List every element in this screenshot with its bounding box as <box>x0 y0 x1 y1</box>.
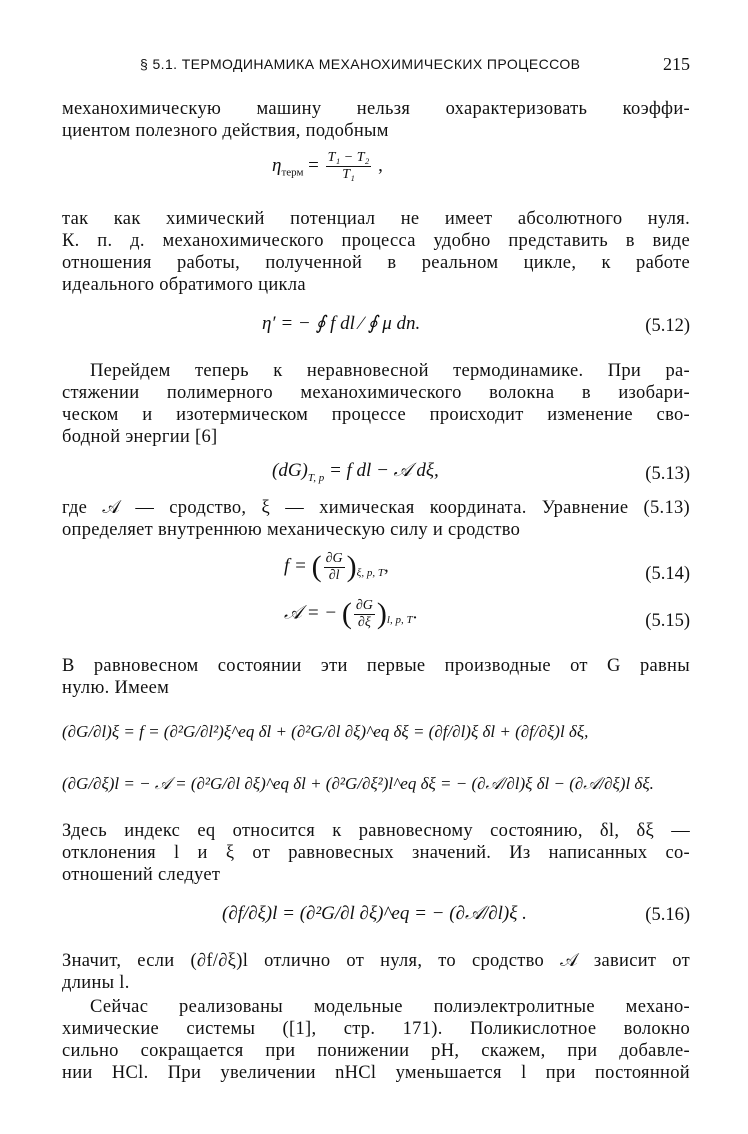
paragraph-5 <box>62 655 690 699</box>
eqB-body: (∂G/∂ξ)l = − 𝒜 = (∂²G/∂l ∂ξ)^eq δl + (∂²G/∂ξ²)l^eq δξ = − (∂𝒜/∂l)ξ δl − (∂𝒜/∂ξ)l δξ. <box>62 774 654 793</box>
text-line: химические системы ([1], стр. 171). Поликислотное волокно <box>62 1019 690 1039</box>
eq515-fraction <box>354 598 375 631</box>
page-header <box>0 56 748 80</box>
text-line: В равновесном состоянии эти первые производные от G равны <box>62 656 690 676</box>
text-line: длины l. <box>62 973 130 993</box>
eq515-numerator: ∂G <box>355 597 373 613</box>
text-line: сильно сокращается при понижении pH, скажем, при добавле- <box>62 1041 690 1061</box>
eta-denominator: T₁ <box>342 167 355 182</box>
eta-tail: , <box>378 154 383 176</box>
eq516-body: (∂f/∂ξ)l = (∂²G/∂l ∂ξ)^eq = − (∂𝒜/∂l)ξ . <box>222 903 527 924</box>
eq514-denominator: ∂l <box>328 567 340 583</box>
running-title: § 5.1. ТЕРМОДИНАМИКА МЕХАНОХИМИЧЕСКИХ ПРОЦЕССОВ <box>140 56 581 72</box>
paragraph-8 <box>62 996 690 1084</box>
paragraph-7 <box>62 950 690 994</box>
text-line: нии HCl. При увеличении nHCl уменьшается l при постоянной <box>62 1063 690 1083</box>
equation-number: (5.13) <box>645 464 690 484</box>
text-line: К. п. д. механохимического процесса удобно представить в виде <box>62 231 690 251</box>
text-line: стяжении полимерного механохимического волокна в изобари- <box>62 383 690 403</box>
text-line: отношения работы, полученной в реальном цикле, к работе <box>62 253 690 273</box>
equation-derivatives-1 <box>62 712 690 762</box>
text-line: нулю. Имеем <box>62 678 170 698</box>
eta-numerator: T₁ − T₂ <box>327 150 370 165</box>
eta-fraction <box>326 150 372 183</box>
paragraph-1 <box>62 98 690 142</box>
page-number: 215 <box>663 54 690 74</box>
eq514-numerator: ∂G <box>325 550 343 566</box>
equation-eta: $\eta_{терм}$ = $\frac{\text{T₁ − T₂}}{\text{T₁}}$ , <box>272 150 383 182</box>
text-line: Перейдем теперь к неравновесной термодинамике. При ра- <box>90 361 690 381</box>
paragraph-3 <box>62 360 690 448</box>
text-line: ческом и изотермическом процессе происходит изменение сво- <box>62 405 690 425</box>
eq514-tail: , <box>383 555 389 577</box>
equation-5-16 <box>62 895 690 939</box>
eq513-rhs: = f dl − 𝒜 dξ, <box>324 460 439 481</box>
text-line: идеального обратимого цикла <box>62 275 306 295</box>
eq514-subscript: ξ, p, T <box>356 567 384 580</box>
text-line: определяет внутреннюю механическую силу и сродство <box>62 520 521 540</box>
text-line: отношений следует <box>62 865 221 885</box>
text-line: бодной энергии [6] <box>62 427 218 447</box>
eq513-subscript: T, p <box>307 471 325 484</box>
eq513-lhs: (dG) <box>272 460 308 481</box>
eta-subscript: терм <box>281 166 304 179</box>
text-line: Сейчас реализованы модельные полиэлектролитные механо- <box>90 997 690 1017</box>
equation-5-13 <box>62 460 690 500</box>
paragraph-2 <box>62 208 690 296</box>
text-line: механохимическую машину нельзя охарактеризовать коэффи- <box>62 99 690 119</box>
paragraph-4 <box>62 497 690 541</box>
eta-symbol: η <box>272 154 282 176</box>
equation-derivatives-2 <box>62 764 690 814</box>
equation-5-15: 𝒜 = − ( $\frac{\partial G}{\partial\xi}$ )$_{l, p, T}$. (5.15) <box>284 597 690 631</box>
eq514-fraction <box>324 551 345 584</box>
equation-5-14: f = ( $\frac{\partial G}{\partial l}$ )$_{\xi, p, T}$, (5.14) <box>284 550 690 584</box>
eq512-body: η′ = − ∮ f dl ∕ ∮ μ dn. <box>262 313 421 334</box>
equation-number: (5.14) <box>645 564 690 584</box>
eq515-subscript: l, p, T <box>386 614 413 627</box>
equation-number: (5.16) <box>645 905 690 925</box>
text-line: отклонения l и ξ от равновесных значений. Из написанных со- <box>62 843 690 863</box>
paragraph-6 <box>62 820 690 886</box>
eq515-tail: . <box>412 602 418 624</box>
text-line: циентом полезного действия, подобным <box>62 121 389 141</box>
text-line: Значит, если (∂f/∂ξ)l отлично от нуля, то сродство 𝒜 зависит от <box>62 951 690 971</box>
equation-5-12 <box>62 312 690 352</box>
eq514-lhs: f = <box>284 555 307 577</box>
text-line: Здесь индекс eq относится к равновесному состоянию, δl, δξ — <box>62 821 690 841</box>
text-line: где 𝒜 — сродство, ξ — химическая координата. Уравнение (5.13) <box>62 498 690 518</box>
text-line: так как химический потенциал не имеет абсолютного нуля. <box>62 209 690 229</box>
eq515-denominator: ∂ξ <box>357 614 371 630</box>
eqA-body: (∂G/∂l)ξ = f = (∂²G/∂l²)ξ^eq δl + (∂²G/∂l ∂ξ)^eq δξ = (∂f/∂l)ξ δl + (∂f/∂ξ)l δξ, <box>62 722 589 741</box>
eq515-lhs: 𝒜 = − <box>284 602 338 624</box>
equation-number: (5.15) <box>645 611 690 631</box>
equation-number: (5.12) <box>645 316 690 336</box>
